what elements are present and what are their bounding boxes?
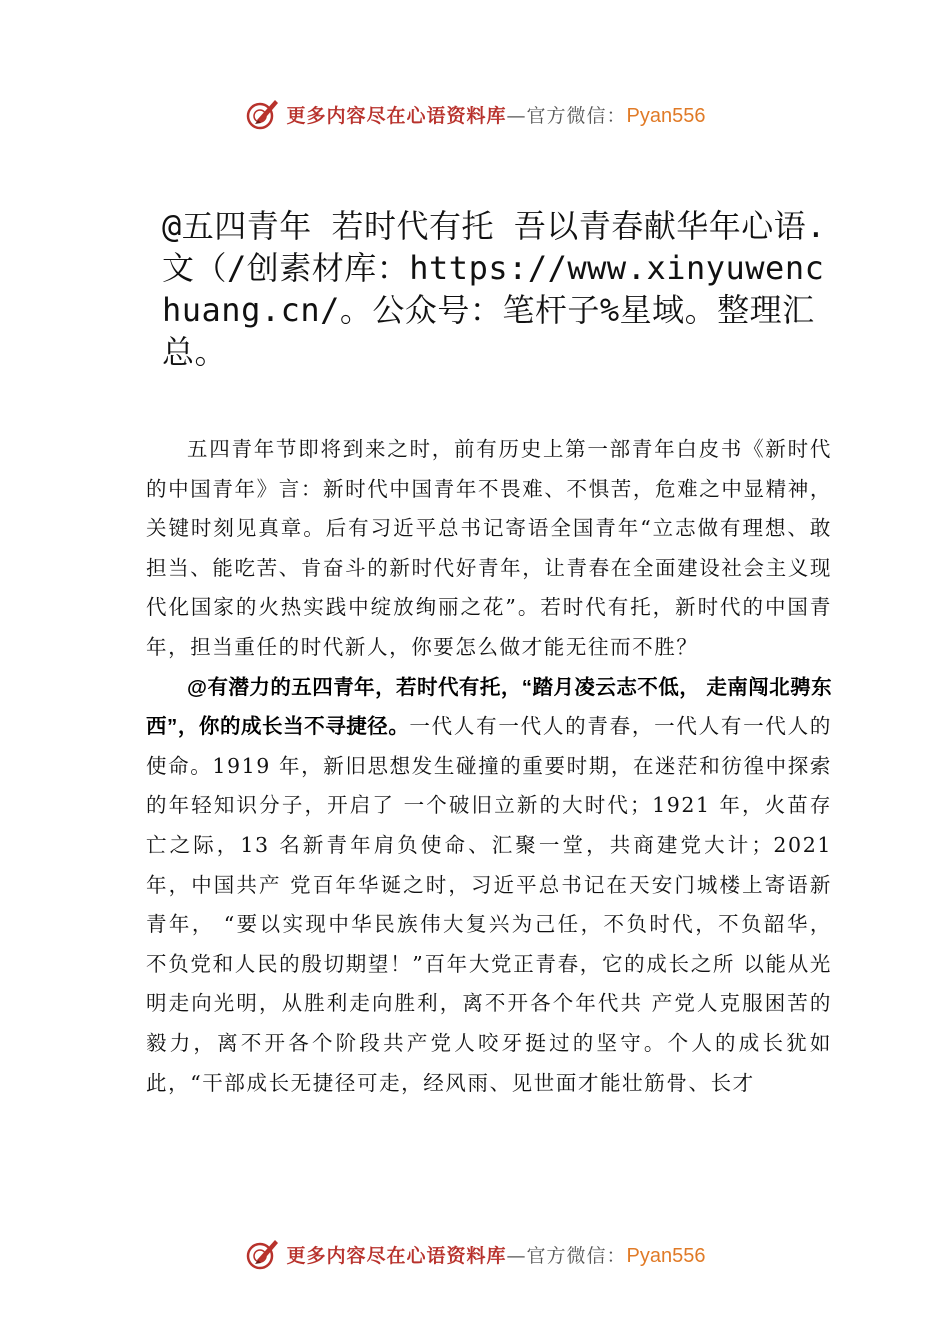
footer-banner xyxy=(0,1232,950,1276)
banner-main-text: 更多内容尽在心语资料库 xyxy=(286,1244,507,1267)
paragraph-2 xyxy=(146,668,832,1104)
banner-main-text: 更多内容尽在心语资料库 xyxy=(286,104,507,127)
document-title: @五四青年 若时代有托 吾以青春献华年心语.文（/创素材库：https://www.xinyuwenchuang.cn/。公众号：笔杆子%星域。整理汇总。 xyxy=(162,207,827,371)
banner-text xyxy=(287,1241,706,1268)
banner-wechat-label: 官方微信： xyxy=(526,1244,627,1267)
banner-separator: — xyxy=(506,104,527,127)
paragraph-2-bold-lead: @有潜力的五四青年，若时代有托，“踏月凌云志不低， 走南闯北骋东西”，你的成长当不寻捷径。 xyxy=(146,675,832,739)
document-body xyxy=(146,430,832,1103)
banner-wechat-id: Pyan556 xyxy=(626,1244,706,1267)
paragraph-1: 五四青年节即将到来之时，前有历史上第一部青年白皮书《新时代的中国青年》言：新时代中国青年不畏难、不惧苦，危难之中显精神，关键时刻见真章。后有习近平总书记寄语全国青年“立志做有理想、敢担当、能吃苦、肯奋斗的新时代好青年，让青春在全面建设社会主义现代化国家的火热实践中绽放绚丽之花”。若时代有托，新时代的中国青年，担当重任的时代新人，你要怎么做才能无往而不胜？ xyxy=(146,437,832,659)
banner-wechat-id: Pyan556 xyxy=(626,104,706,127)
header-banner xyxy=(0,92,950,136)
red-quill-pen-logo-icon xyxy=(245,96,281,132)
banner-separator: — xyxy=(506,1244,527,1267)
banner-wechat-label: 官方微信： xyxy=(526,104,627,127)
red-quill-pen-logo-icon xyxy=(245,1236,281,1272)
paragraph-2-text: 一代人有一代人的青春，一代人有一代人的使命。1919 年，新旧思想发生碰撞的重要时期，在迷茫和彷徨中探索的年轻知识分子，开启了 一个破旧立新的大时代；1921 年，火苗存亡之际，13 名新青年肩负使命、汇聚一堂，共商建党大计；2021 年，中国共产 党百年华诞之时，习近平总书记在天安门城楼上寄语新青年， “要以实现中华民族伟大复兴为己任，不负时代，不负韶华， 不负党和人民的殷切期望！”百年大党正青春，它的成长之所 以能从光明走向光明，从胜利走向胜利，离不开各个年代共 产党人克服困苦的毅力，离不开各个阶段共产党人咬牙挺过的坚守。个人的成长犹如此，“干部成长无捷径可走，经风雨、见世面才能壮筋骨、长才 xyxy=(146,714,832,1095)
banner-text xyxy=(287,101,706,128)
